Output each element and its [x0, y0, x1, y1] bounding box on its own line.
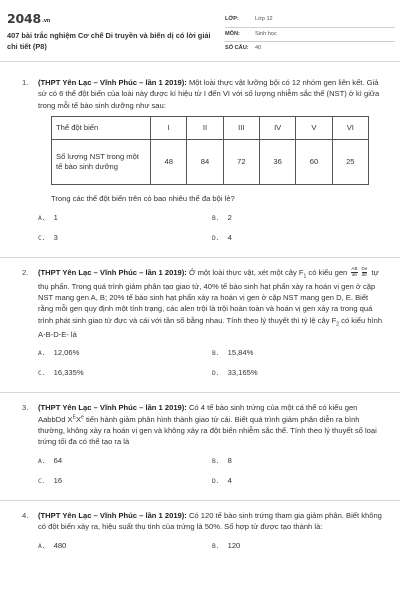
genotype-bottom: ab [351, 272, 357, 278]
table-col-header: II [187, 117, 223, 140]
option-b[interactable] [212, 347, 253, 358]
question-number: 1. [22, 78, 29, 87]
option-text: 120 [227, 540, 241, 550]
meta-key: LỚP: [225, 16, 239, 22]
option-row [0, 210, 400, 230]
table-row [52, 140, 369, 185]
option-text: 8 [227, 455, 232, 465]
table-header-label: Thể đột biến [52, 117, 151, 140]
table-cell: 48 [151, 140, 187, 185]
meta-row-class [225, 13, 395, 28]
option-d[interactable] [212, 367, 258, 378]
table-cell: 84 [187, 140, 223, 185]
genotype-top: AB [351, 266, 358, 272]
header-divider [0, 61, 400, 62]
question-body: Có 4 tế bào sinh trứng của một cá thể có kiểu gen AabbDd X [38, 403, 358, 424]
meta-value: Lớp 12 [255, 16, 273, 22]
question-body: có kiểu gen [306, 267, 350, 277]
option-letter: D. [212, 234, 220, 242]
meta-value: 40 [255, 45, 262, 51]
option-text: 1 [53, 212, 58, 222]
option-letter: D. [212, 370, 220, 378]
logo-main: 2048 [7, 11, 41, 26]
question-body: X [75, 414, 82, 424]
option-row [0, 453, 400, 473]
question-4 [0, 510, 400, 533]
document-meta [225, 13, 395, 57]
site-logo[interactable] [7, 10, 50, 29]
option-text: 64 [53, 455, 63, 465]
option-a[interactable] [38, 540, 66, 551]
table-col-header: I [151, 117, 187, 140]
question-3 [0, 402, 400, 448]
option-letter: B. [212, 214, 220, 222]
table-col-header: V [296, 117, 332, 140]
sub-question: Trong các thể đột biến trên có bao nhiêu thể đa bội lẻ? [51, 194, 235, 204]
option-text: 3 [53, 232, 58, 242]
option-letter: A. [38, 214, 46, 222]
question-body: Một loài thực vật lưỡng bội có 12 nhóm gen liên kết. Giả sử có 6 thể đột biến của loài này được kí hiệu từ I đến VI với số lượng nhiễm sắc thể (NST) ở kì giữa trong mỗi tế bào sinh dưỡng như sau: [38, 78, 380, 110]
subscript: 1 [303, 273, 307, 280]
question-source: (THPT Yên Lạc – Vĩnh Phúc – lần 1 2019): [38, 403, 187, 413]
option-text: 16 [53, 475, 63, 485]
option-d[interactable] [212, 475, 232, 486]
option-text: 15,84% [227, 348, 254, 358]
answer-options-q3 [0, 453, 400, 493]
question-number: 4. [22, 510, 29, 520]
question-number: 3. [22, 403, 29, 413]
option-letter: C. [38, 234, 46, 242]
question-body: tiến hành giảm phân hình thành giao tử cái. Biết quá trình giảm phân diễn ra bình thường, không xảy ra hoán vị gen và không xảy ra đột biến nhiễm sắc thể. Tính theo lý thuyết số loại trứng tối đa có thể tạo ra là [38, 414, 377, 447]
answer-options-q4 [0, 538, 400, 558]
option-a[interactable] [38, 347, 79, 358]
question-2 [0, 267, 400, 341]
option-row [0, 345, 400, 365]
question-source: (THPT Yên Lạc – Vĩnh Phúc – lần 1 2019): [38, 78, 187, 87]
option-text: 480 [53, 540, 67, 550]
table-col-header: VI [332, 117, 368, 140]
question-1 [0, 77, 400, 205]
option-text: 16,335% [53, 368, 84, 378]
option-letter: C. [38, 477, 46, 485]
option-letter: A. [38, 350, 46, 358]
genotype-bottom: dE [361, 272, 368, 278]
option-c[interactable] [38, 232, 58, 243]
option-row [0, 538, 400, 558]
answer-options-q1 [0, 210, 400, 250]
table-header-row [52, 117, 369, 140]
table-cell: 36 [260, 140, 296, 185]
option-c[interactable] [38, 475, 62, 486]
question-list [0, 77, 400, 558]
question-body: Ở một loài thực vật, xét một cây F [188, 267, 304, 277]
table-cell: 25 [332, 140, 368, 185]
option-d[interactable] [212, 232, 232, 243]
table-row-label: Số lượng NST trong một tế bào sinh dưỡng [52, 140, 151, 185]
option-row [0, 230, 400, 250]
genotype-fraction [362, 267, 368, 278]
option-a[interactable] [38, 455, 62, 466]
table-col-header: III [223, 117, 259, 140]
question-text [38, 402, 384, 448]
subscript: 2 [336, 321, 340, 328]
genotype-top: De [361, 266, 368, 272]
option-text: 12,06% [53, 348, 80, 358]
option-row [0, 365, 400, 385]
question-text [38, 77, 384, 111]
option-letter: B. [212, 542, 220, 550]
superscript: e [81, 414, 84, 421]
meta-row-subject [225, 28, 395, 43]
question-text [38, 267, 384, 341]
question-source: (THPT Yên Lạc – Vĩnh Phúc – lần 1 2019): [38, 267, 187, 277]
page-header [0, 0, 400, 58]
option-letter: D. [212, 477, 220, 485]
genotype-fraction [351, 267, 357, 278]
option-letter: B. [212, 350, 220, 358]
question-body: có kiểu hình A-B-D-E- là [38, 315, 383, 339]
document-title: 407 bài trắc nghiệm Cơ chế Di truyền và biến dị có lời giải chi tiết (P8) [7, 31, 211, 51]
option-letter: A. [38, 457, 46, 465]
table-cell: 60 [296, 140, 332, 185]
option-letter: B. [212, 457, 220, 465]
meta-row-count [225, 42, 395, 57]
question-text [38, 510, 384, 533]
option-b[interactable] [212, 540, 240, 551]
question-divider [0, 392, 400, 393]
option-a[interactable] [38, 212, 58, 223]
superscript: E [72, 414, 76, 421]
meta-value: Sinh học [255, 30, 277, 37]
question-source: (THPT Yên Lạc – Vĩnh Phúc – lần 1 2019): [38, 510, 187, 520]
question-divider [0, 500, 400, 501]
option-text: 4 [227, 475, 232, 485]
question-number: 2. [22, 267, 29, 277]
question-divider [0, 257, 400, 258]
answer-options-q2 [0, 345, 400, 385]
option-b[interactable] [212, 212, 232, 223]
option-text: 4 [227, 232, 232, 242]
meta-key: SỐ CÂU: [225, 45, 249, 51]
option-text: 2 [227, 212, 232, 222]
mutant-table [51, 116, 369, 185]
option-letter: A. [38, 542, 46, 550]
question-body: Có 120 tế bào sinh trứng tham gia giảm phân. Biết không có đột biến xảy ra, hiệu suất thụ tinh của trứng là 50%. Số hợp tử được tạo thành là: [38, 510, 382, 532]
option-row [0, 473, 400, 493]
option-c[interactable] [38, 367, 84, 378]
table-col-header: IV [260, 117, 296, 140]
option-text: 33,165% [227, 368, 258, 378]
table-cell: 72 [223, 140, 259, 185]
option-b[interactable] [212, 455, 232, 466]
question-body: tự thụ phấn. Trong quá trình giảm phân tạo giao tử, 40% tế bào sinh hạt phấn xảy ra hoán vị gen ở cặp NST mang gen A, B; 20% tế bào sinh hạt phấn xảy ra hoán vị gen ở cặp NST mang gen D, E. Biết rằng mỗi gen quy định một tính trạng, các alen trội là trội hoàn toàn và hoán vị gen xảy ra trong quá trình phát sinh giao tử đực và cái với tần số bằng nhau. Tính theo lý thuyết thì tỷ lệ cây F [38, 267, 379, 325]
meta-key: MÔN: [225, 30, 240, 37]
option-letter: C. [38, 370, 46, 378]
logo-suffix: .vn [42, 18, 51, 24]
